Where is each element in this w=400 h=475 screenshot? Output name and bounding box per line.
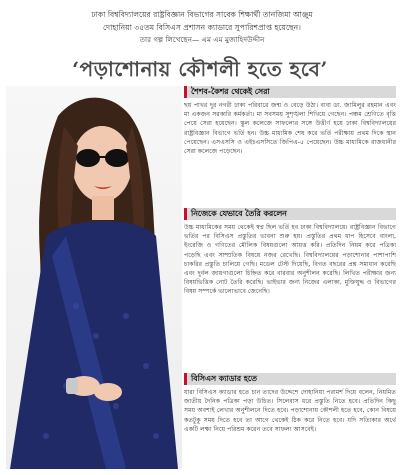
headline: ‘পড়াশোনায় কৌশলী হতে হবে’ xyxy=(72,57,328,81)
section-preparation xyxy=(184,208,396,368)
section-body: ছয় পাখর দুর নগরী ঢাকা পরিবারে জন্ম ও বেড়ে উঠা। বাবা ডা. জামিলুর রহমান এবং মা একজন সরকারি কর্মকর্তা। মা সবসময় সুশৃঙ্খলা শিখিয়ে গেছেন। পঞ্চম শ্রেণিতে বৃত্তি পেয়ে সেরা হয়েছেন। স্কুল কলেজে সাফল্যের সঙ্গে উত্তীর্ণ হয়ে ঢাকা বিশ্ববিদ্যালয়ের রাষ্ট্রবিজ্ঞান বিভাগে ভর্তি হন। উচ্চ মাধ্যমিক শেষ করে ভর্তি পরীক্ষায় প্রথম দিকে স্থান পেয়েছেন। এসএসসি ও এইচএসসিতে জিপিএ-৫ পেয়েছেন। উচ্চ মাধ্যমিকে রাজধানীর সেরা কলেজে পড়েছেন। xyxy=(184,102,396,156)
portrait-photo xyxy=(6,86,182,469)
intro-line-1: ঢাকা বিশ্ববিদ্যালয়ের রাষ্ট্রবিজ্ঞান বিভাগের সাবেক শিক্ষার্থী তানজিমা আঞ্জুম xyxy=(91,10,313,19)
intro-line-2: দোহানিয়া ৩৫তম বিসিএস প্রশাসন ক্যাডারে সুপারিশপ্রাপ্ত হয়েছেন। xyxy=(103,22,301,32)
intro-byline: তার গল্প লিখেছেন— এম এম মুজাহিদউদ্দীন xyxy=(139,35,265,44)
section-body: উচ্চ মাধ্যমিকের সময় থেকেই স্বপ্ন ছিল ভর্তি হব ঢাকা বিশ্ববিদ্যালয়ে। রাষ্ট্রবিজ্ঞান বিভাগে ভর্তির পর বিসিএস প্রস্তুতির ভাবনা শুরু হয়। প্রস্তুতির প্রথম ধাপ হিসেবে বাংলা, ইংরেজি ও গণিতের মৌলিক বিষয়গুলো আয়ত্ত করি। প্রতিদিন নিয়ম করে পত্রিকা পড়েছি এবং সাম্প্রতিক বিষয়ে নজর রেখেছি। বিশ্ববিদ্যালয়ের পড়াশোনার পাশাপাশি চাকরির প্রস্তুতি চালিয়ে গেছি। মডেল টেস্ট দিয়েছি, বিগত বছরের প্রশ্ন সমাধান করেছি এবং দুর্বল জায়গাগুলো চিহ্নিত করে বারবার অনুশীলন করেছি। লিখিত পরীক্ষার জন্য বিষয়ভিত্তিক নোট তৈরি করেছি। ভাইভার জন্য নিজের এলাকা, মুক্তিযুদ্ধ ও বিভাগের বিষয় সম্পর্কে ভালোভাবে জেনেছি। xyxy=(184,224,396,296)
intro-blurb xyxy=(52,9,352,47)
portrait-illustration xyxy=(6,86,182,469)
section-body: যারা বিসিএস ক্যাডার হতে চান তাদের উদ্দেশে দোহানিয়া পরামর্শ দিয়ে বলেন, নিয়মিত জাতীয় দৈনিক পত্রিকা পড়া উচিত। সিলেবাস ধরে প্রস্তুতি নিতে হবে। প্রতিদিন কিছু সময় অবশ্যই লেখার অনুশীলনে দিতে হবে। পড়াশোনায় কৌশলী হতে হবে, কোন বিষয়ে কতটুকু সময় দিতে হবে তা আগে থেকেই ঠিক করে নিতে হবে। যদি সত্যিকার অর্থে একটি লক্ষ্য নিয়ে পরিশ্রম করেন তবে সাফল্য আসবেই। xyxy=(184,389,396,433)
section-heading: শৈশব-কৈশর থেকেই সেরা xyxy=(184,86,396,98)
section-childhood xyxy=(184,86,396,204)
section-bcs-advice xyxy=(184,373,396,469)
section-heading: নিজেকে যেভাবে তৈরি করলেন xyxy=(184,208,396,220)
section-heading: বিসিএস ক্যাডার হতে xyxy=(184,373,396,385)
